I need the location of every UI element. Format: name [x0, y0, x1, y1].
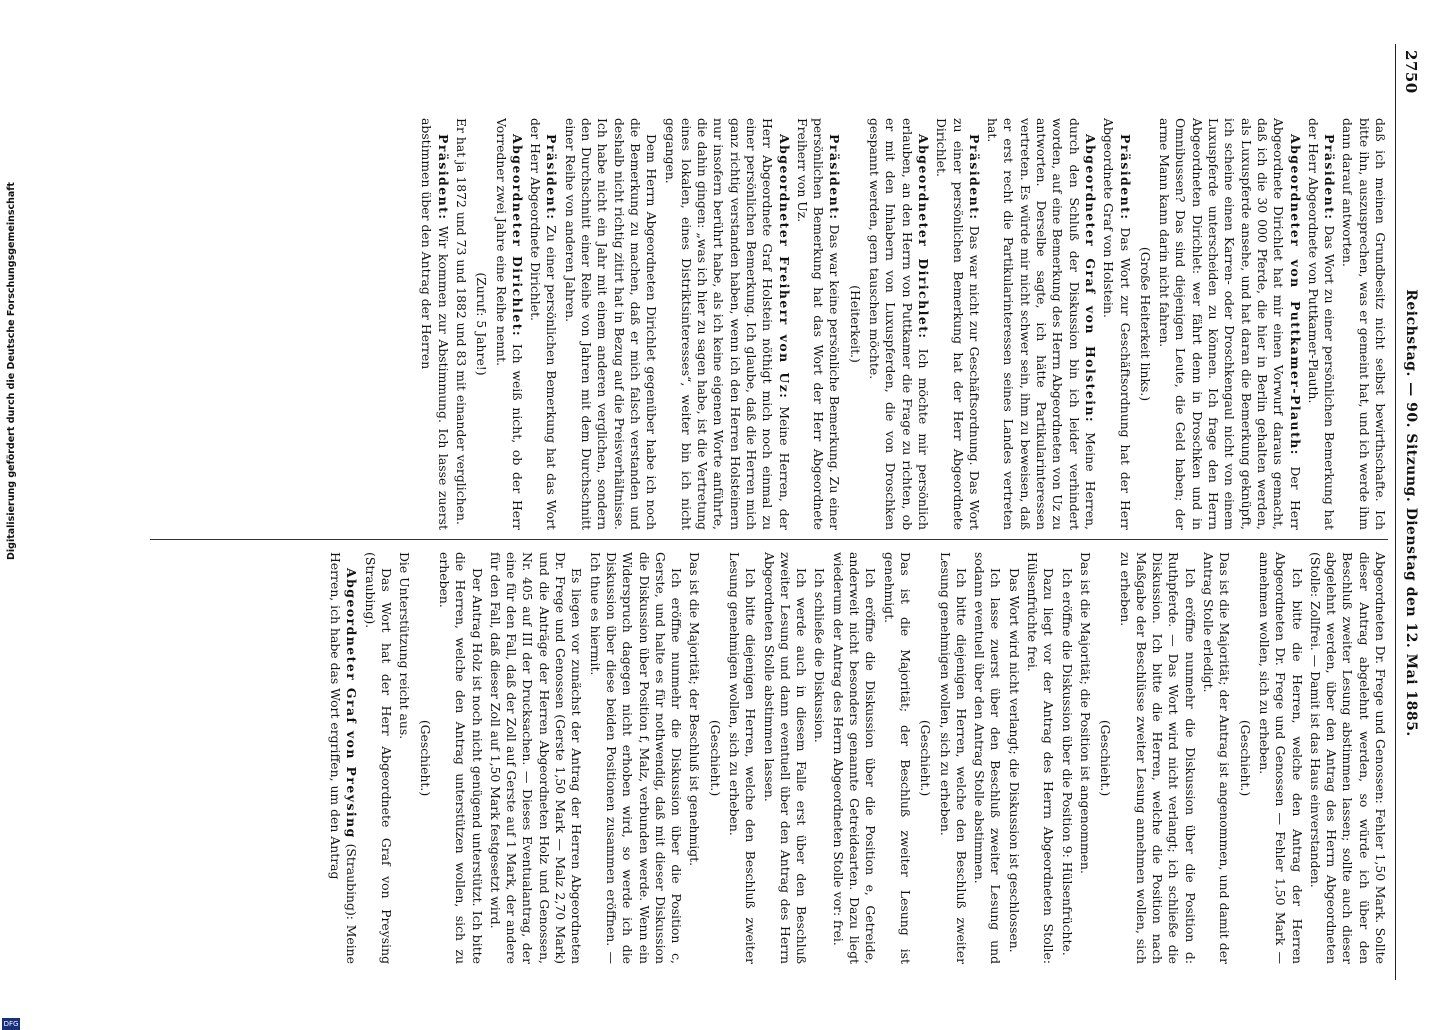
- body-paragraph: Dem Herrn Abgeordneten Dirichlet gegenüber habe ich noch die Bemerkung zu machen, daß er mich falsch verstanden und deshalb nicht richtig zitirt hat in Bezug auf die Preisverhältnisse. Ich habe nicht ein Jahr mit einem anderen verglichen, sondern den Durchschnitt einer Reihe von Jahren mit dem Durchschnitt einer Reihe von anderen Jahren.: [562, 118, 660, 530]
- body-paragraph: Abgeordneten Dr. Frege und Genossen: Fehler 1,50 Mark. Sollte dieser Antrag abgelehnt werden, so würde ich über den Beschluß zweiter Lesung abstimmen lassen; sollte auch dieser abgelehnt werden, über den Antrag des Herrn Abgeordneten (Stolle: Zollfrei. — Damit ist das Haus einverstanden.: [1307, 552, 1388, 964]
- speaker-name: Abgeordneter Graf von Holstein:: [1082, 134, 1098, 424]
- speech-text: Das war keine persönliche Bemerkung. Zu einer persönlichen Bemerkung hat das Wort der Herr Abgeordnete Freiherr von Uz.: [794, 118, 843, 530]
- body-paragraph: daß ich meinen Grundbesitz nicht selbst bewirthschafte. Ich bitte ihn, auszusprechen, was er gemeint hat, und ich werde ihm dann darauf antworten.: [1340, 118, 1388, 530]
- speaker-name: Abgeordneter Dirichlet:: [915, 134, 931, 340]
- body-paragraph: Dazu liegt vor der Antrag des Herrn Abgeordneten Stolle: Hülsenfrüchte frei.: [1025, 552, 1057, 964]
- speech-paragraph: [418, 118, 451, 530]
- body-paragraph: Ich eröffne nunmehr die Diskussion über die Position c, Gerste, und halte es für nothwendig, daß mit dieser Diskussion die Diskussion über Position f, Malz, verbunden werde. Wenn ein Widerspruch dagegen nicht erhoben wird, so werde ich die Diskussion über diese beiden Positionen zusammen eröffnen. — Ich thue es hiermit.: [587, 552, 685, 964]
- body-paragraph: Ich bitte die Herren, welche den Antrag der Herren Abgeordneten Dr. Frege und Genossen — Fehler 1,50 Mark — annehmen wollen, sich zu erheben.: [1256, 552, 1305, 964]
- body-paragraph: Das Wort wird nicht verlangt; die Diskussion ist geschlossen.: [1006, 568, 1022, 953]
- speech-text: (Straubing): Meine Herren, ich habe das Wort ergriffen, um den Antrag: [328, 552, 360, 964]
- page-number: 2750: [1402, 50, 1420, 94]
- body-paragraph: Ich bitte diejenigen Herren, welche den Beschluß zweiter Lesung genehmigen wollen, sich zu erheben.: [727, 552, 759, 964]
- body-paragraph: Er hat ja 1872 und 73 und 1882 und 83 mit einander verglichen.: [453, 118, 469, 525]
- speech-text: Ich weiß nicht, ob der Herr Vorredner zwei Jahre eine Reihe nennt.: [493, 118, 525, 530]
- speaker-name: Abgeordneter von Puttkamer-Plauth:: [1287, 134, 1303, 456]
- speech-paragraph: [1100, 118, 1133, 530]
- body-paragraph: Ich werde auch in diesem Falle erst über den Beschluß zweiter Lesung und dann eventuell über den Antrag des Herrn Abgeordneten Stolle abstimmen lassen.: [761, 552, 810, 964]
- speech-paragraph: [492, 118, 525, 530]
- speaker-name: Präsident:: [544, 134, 560, 221]
- speech-paragraph: [1156, 118, 1303, 530]
- body-paragraph: Das ist die Majorität; der Beschluß ist genehmigt.: [687, 552, 703, 867]
- interjection: (Geschieht.): [707, 719, 723, 797]
- speech-paragraph: [661, 118, 791, 530]
- speech-paragraph: [327, 552, 360, 964]
- speech-text: Das Wort zu einer persönlichen Bemerkung hat der Herr Abgeordnete von Puttkamer-Plauth.: [1305, 118, 1338, 530]
- body-paragraph: Das ist die Majorität; der Antrag ist angenommen, und damit der Antrag Stolle erledigt.: [1201, 552, 1233, 964]
- speech-text: Wir kommen zur Abstimmung. Ich lasse zuerst abstimmen über den Antrag der Herren: [419, 118, 451, 530]
- digitization-note: Digitalisierung gefördert durch die Deutsche Forschungsgemeinschaft: [6, 182, 17, 560]
- body-paragraph: Ich bitte diejenigen Herren, welche den Beschluß zweiter Lesung genehmigen wollen, sich zu erheben.: [937, 552, 969, 964]
- speaker-name: Abgeordneter Freiherr von Uz:: [776, 134, 792, 400]
- running-title: Reichstag. — 90. Sitzung. Dienstag den 12. Mai 1885.: [1403, 289, 1419, 737]
- interjection: (Geschieht.): [918, 719, 934, 797]
- right-text-column: [8, 552, 1388, 964]
- body-paragraph: Ich eröffne die Diskussion über die Position e, Getreide, anderweit nicht besonders genannte Getreidearten. Dazu liegt wiederum der Antrag des Herrn Abgeordneten Stolle vor: frei.: [830, 552, 879, 964]
- speech-text: Meine Herren, durch den Schluß der Diskussion bin ich leider verhindert worden, auf eine Bemerkung des Herrn Abgeordneten von Uz zu antworten. Derselbe sagte, ich hätte Partikularinteressen vertreten. Es würde mir nicht schwer sein, ihm zu beweisen, daß er erst recht die Partikularinteressen seines Landes vertreten hat.: [985, 118, 1098, 530]
- speech-paragraph: [866, 118, 931, 530]
- speaker-name: Abgeordneter Graf von Preysing: [344, 568, 360, 839]
- body-paragraph: Der Antrag Holz ist noch nicht genügend unterstützt. Ich bitte die Herren, welche den Antrag unterstützen wollen, sich zu erheben.: [436, 552, 485, 964]
- speech-paragraph: [933, 118, 982, 530]
- interjection: (Große Heiterkeit links.): [1137, 246, 1153, 402]
- speaker-name: Abgeordneter Dirichlet:: [509, 134, 525, 338]
- interjection: (Geschieht.): [1098, 719, 1114, 797]
- speaker-name: Präsident:: [966, 134, 982, 221]
- speaker-name: Präsident:: [1117, 134, 1133, 221]
- body-paragraph: Die Unterstützung reicht aus.: [397, 552, 413, 740]
- dfg-logo-icon: DFG: [3, 1020, 19, 1028]
- header-rule: [1395, 44, 1396, 980]
- speech-text: Das war nicht zur Geschäftsordnung. Das Wort zu einer persönlichen Bemerkung hat der Herr Abgeordnete Dirichlet.: [934, 118, 982, 530]
- speech-text: Zu einer persönlichen Bemerkung hat das Wort der Herr Abgeordnete Dirichlet.: [528, 118, 560, 530]
- body-paragraph: Das ist die Majorität; die Position ist angenommen.: [1077, 552, 1093, 874]
- speech-text: Meine Herren, der Herr Abgeordnete Graf Holstein nöthigt mich noch einmal zu einer persönlichen Bemerkung. Ich glaube, daß die Herren mich ganz richtig verstanden haben, wenn ich den Herren Holsteinern nur insofern berührt habe, als ich keine eigenen Worte anführte, die dahin gingen: „was ich hier zu sagen habe, ist die Vertretung eines lokalen, eines Distriktsinteresses“, weiter bin ich nicht gegangen.: [662, 118, 792, 530]
- speaker-name: Präsident:: [827, 134, 843, 221]
- body-paragraph: Es liegen vor zunächst der Antrag der Herren Abgeordneten Dr. Frege und Genossen (Gerste 1,50 Mark — Malz 2,70 Mark) und die Anträge der Herren Abgeordneten Holz und Genossen, Nr. 405 auf III der Drucksachen. — Dieses Eventualantrag, der eine für den Fall, daß der Zoll auf Gerste auf 1 Mark, der andere für den Fall, daß dieser Zoll auf 1,50 Mark festgesetzt wird.: [487, 552, 585, 964]
- speech-text: Ich möchte mir persönlich erlauben, an den Herrn von Puttkamer die Frage zu richten, ob er mit den Inhabern von Luxuspferden, die von Droschken gespannt werden, gern tauschen möchte.: [867, 118, 931, 530]
- speaker-name: Präsident:: [435, 134, 451, 221]
- speech-paragraph: [1305, 118, 1338, 530]
- body-paragraph: Ich schließe die Diskussion.: [812, 568, 828, 743]
- column-separator: [150, 539, 1388, 540]
- interjection: (Geschieht.): [417, 719, 433, 797]
- interjection: (Zuruf: 5 Jahre!): [474, 272, 490, 376]
- speech-text: Das Wort zur Geschäftsordnung hat der Herr Abgeordnete Graf von Holstein.: [1101, 118, 1133, 530]
- speech-paragraph: [527, 118, 560, 530]
- body-paragraph: Ich eröffne nunmehr die Diskussion über die Position d: Ruthpferde. — Das Wort wird nicht verlangt; ich schließe die Diskussion. Ich bitte die Herren, welche die Position nach Maßgabe der Beschlüsse zweiter Lesung annehmen wollen, sich zu erheben.: [1117, 552, 1198, 964]
- speech-text: Der Herr Abgeordnete Dirichlet hat mir einen Vorwurf daraus gemacht, daß ich die 30 000 Pferde, die hier in Berlin gehalten werden, als Luxuspferde ansehe, und hat daran die Bemerkung geknüpft, ich scheine einen Karren- oder Droschkengaul nicht von einem Luxuspferde unterscheiden zu können. Ich frage den Herrn Abgeordneten Dirichlet: wer fährt denn in Droschken und in Omnibussen? Das sind diejenigen Leute, die Geld haben; der arme Mann kann darin nicht fahren.: [1157, 118, 1303, 530]
- body-paragraph: Das ist die Majorität; der Beschluß zweiter Lesung ist genehmigt.: [881, 552, 913, 964]
- interjection: (Heiterkeit.): [847, 285, 863, 363]
- speaker-name: Präsident:: [1322, 134, 1338, 221]
- body-paragraph: Das Wort hat der Herr Abgeordnete Graf von Preysing (Straubing).: [362, 552, 395, 964]
- speech-paragraph: [794, 118, 843, 530]
- body-paragraph: Ich lasse zuerst über den Beschluß zweiter Lesung und sodann eventuell über den Antrag Stolle abstimmen.: [972, 552, 1004, 964]
- interjection: (Geschieht.): [1237, 719, 1253, 797]
- left-text-column: [8, 118, 1388, 530]
- body-paragraph: Ich eröffne die Diskussion über die Position 9: Hülsenfrüchte.: [1059, 568, 1075, 956]
- page-header: [1398, 50, 1424, 976]
- speech-paragraph: [984, 118, 1098, 530]
